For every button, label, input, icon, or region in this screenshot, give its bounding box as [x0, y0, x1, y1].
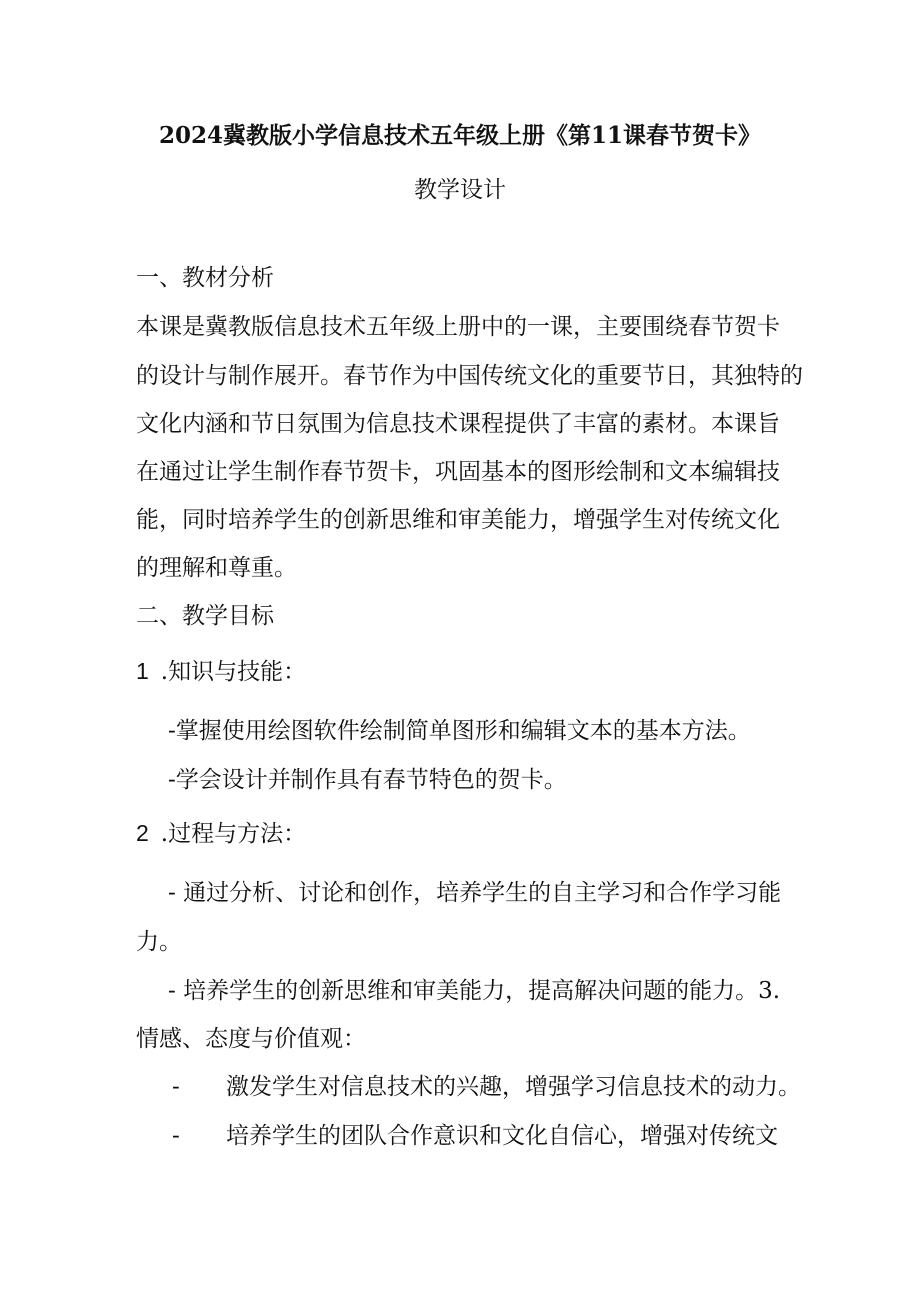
- paragraph-line: 在通过让学生制作春节贺卡，巩固基本的图形绘制和文本编辑技: [136, 459, 780, 485]
- bullet-point: 激发学生对信息技术的兴趣，增强学习信息技术的动力。: [226, 1074, 801, 1100]
- bullet-point-continuation: 情感、态度与价值观：: [136, 1026, 366, 1052]
- paragraph-line: 本课是冀教版信息技术五年级上册中的一课，主要围绕春节贺卡: [136, 314, 780, 340]
- list-item-process-methods: [136, 818, 306, 849]
- list-number: 2: [136, 820, 149, 846]
- list-label: .过程与方法：: [160, 821, 307, 847]
- bullet-point: - 通过分析、讨论和创作，培养学生的自主学习和合作学习能: [168, 880, 782, 906]
- list-label: .知识与技能：: [160, 659, 307, 685]
- bullet-dash: -: [172, 1074, 180, 1100]
- bullet-point: 培养学生的团队合作意识和文化自信心，增强对传统文: [226, 1123, 778, 1149]
- document-subtitle: 教学设计: [414, 177, 506, 203]
- paragraph-line: 文化内涵和节日氛围为信息技术课程提供了丰富的素材。本课旨: [136, 411, 780, 437]
- section-heading-teaching-goals: 二、教学目标: [136, 603, 274, 629]
- bullet-point-continuation: 力。: [136, 929, 182, 955]
- paragraph-line: 的理解和尊重。: [136, 555, 297, 581]
- paragraph-line: 的设计与制作展开。春节作为中国传统文化的重要节日，其独特的: [136, 363, 803, 389]
- bullet-point: -学会设计并制作具有春节特色的贺卡。: [168, 767, 567, 793]
- paragraph-line: 能，同时培养学生的创新思维和审美能力，增强学生对传统文化: [136, 507, 780, 533]
- bullet-point: - 培养学生的创新思维和审美能力，提高解决问题的能力。3.: [168, 978, 781, 1004]
- document-title: 2024冀教版小学信息技术五年级上册《第11课春节贺卡》: [158, 122, 762, 149]
- bullet-dash: -: [172, 1123, 180, 1149]
- list-item-knowledge-skills: [136, 656, 306, 687]
- bullet-point: -掌握使用绘图软件绘制简单图形和编辑文本的基本方法。: [168, 718, 751, 744]
- list-number: 1: [136, 658, 149, 684]
- section-heading-textbook-analysis: 一、教材分析: [136, 265, 274, 291]
